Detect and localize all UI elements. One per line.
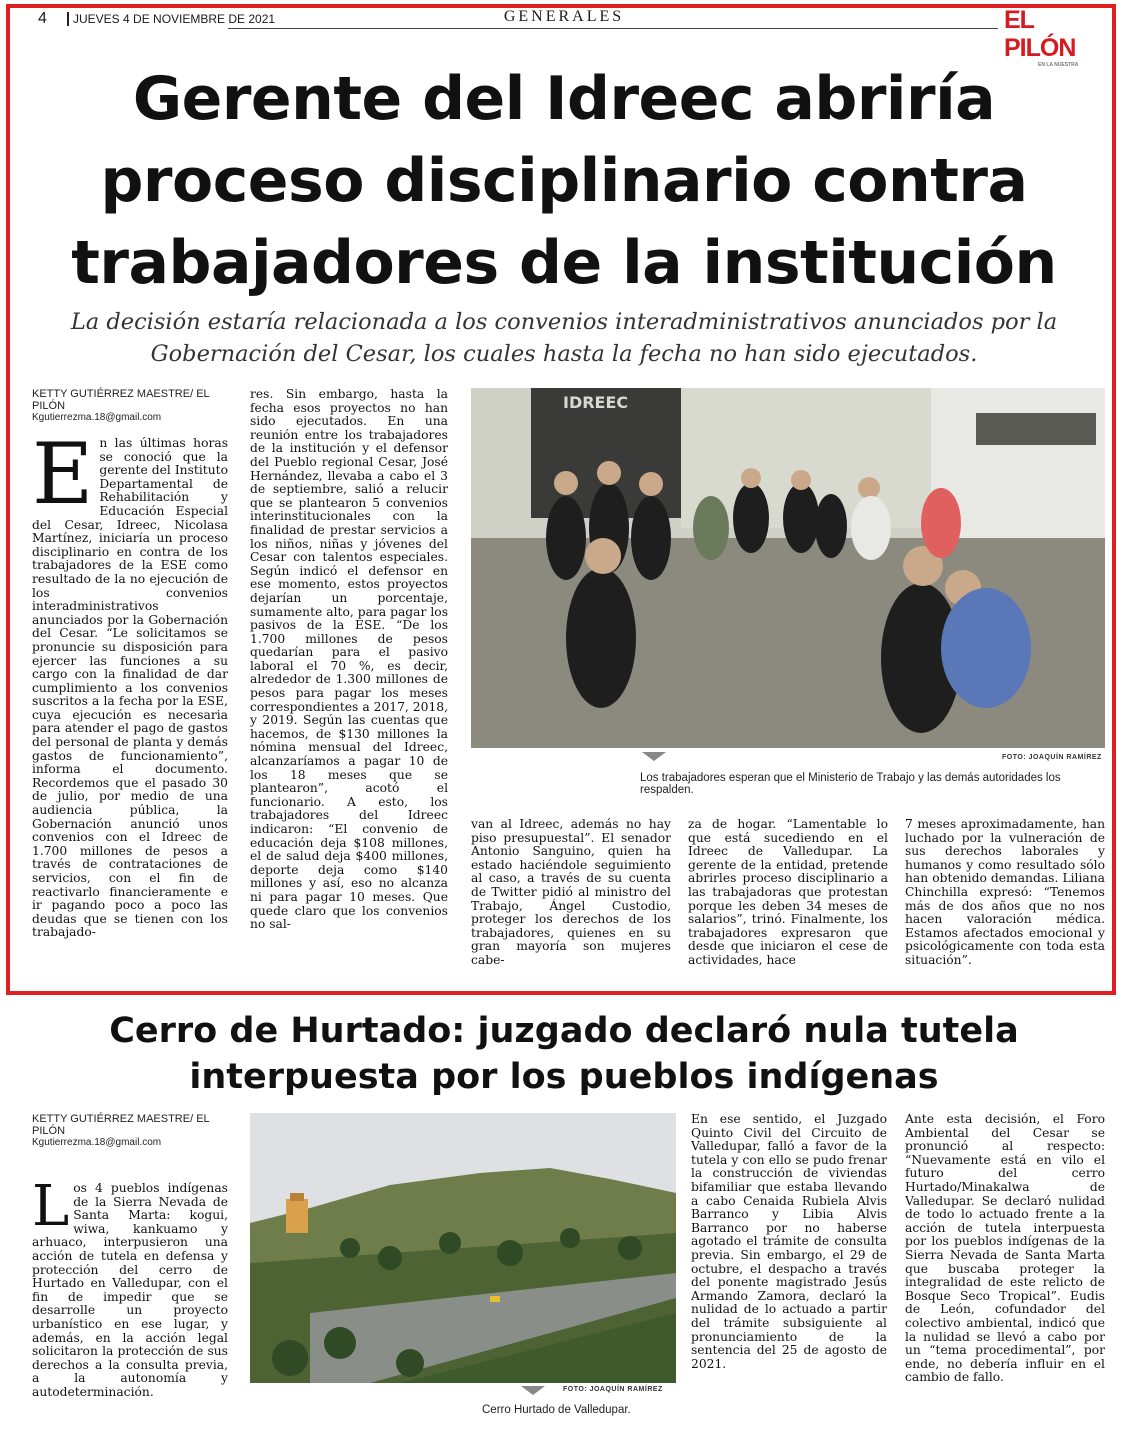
photo-sign-text: IDREEC xyxy=(563,393,629,412)
article-2-column-2: En ese sentido, el Juzgado Quinto Civil del Circuito de Valledupar, falló a favor de la tutela y con ello se pudo frenar la construcción de viviendas bifamiliar que estaba llevando a cabo Cenaida Rubiela Alvis Barranco y Libia Alvis Barranco por no haberse agotado el trámite de consulta previa. Sin embargo, el 29 de octubre, el despacho a través del ponente magistrado Jesús Armando Zamora, declaró la nulidad de lo actuado a partir del trámite subsiguiente al pronunciamiento de la sentencia del 25 de agosto de 2021. xyxy=(691,1113,887,1371)
article-1-dropcap: E xyxy=(32,437,94,523)
article-2-headline: Cerro de Hurtado: juzgado declaró nula tutela interpuesta por los pueblos indígenas xyxy=(109,1011,1019,1097)
article-1-headline: Gerente del Idreec abriría proceso disciplinario contra trabajadores de la institución xyxy=(71,64,1057,298)
article-1-column-1 xyxy=(32,437,228,975)
section-title: GENERALES xyxy=(503,8,625,25)
article-1-photo-credit: FOTO: JOAQUÍN RAMÍREZ xyxy=(1002,754,1102,761)
page-number: 4 xyxy=(38,10,47,27)
caption-pointer-icon xyxy=(521,1386,545,1395)
header-rule xyxy=(228,28,998,29)
article-2-column-1 xyxy=(32,1182,228,1420)
logo-text: EL PILÓN xyxy=(1004,6,1076,62)
author-name: KETTY GUTIÉRREZ MAESTRE/ EL PILÓN xyxy=(32,1113,210,1137)
article-1-photo-caption: Los trabajadores esperan que el Ministerio de Trabajo y las demás autoridades los respalden. xyxy=(640,772,1061,796)
newspaper-logo[interactable] xyxy=(1004,6,1110,68)
author-email[interactable]: Kgutierrezma.18@gmail.com xyxy=(32,412,162,423)
article-1-column-5: 7 meses aproximadamente, han luchado por la vulneración de sus derechos laborales y humanos y como resultado sólo han obtenido demandas. Liliana Chinchilla expresó: “Tenemos más de dos años que no nos hacen valoración médica. Estamos afectados emocional y psicológicamente con toda esta situación”. xyxy=(905,818,1105,967)
author-name: KETTY GUTIÉRREZ MAESTRE/ EL PILÓN xyxy=(32,388,210,412)
cerro-hurtado-photo xyxy=(250,1113,676,1383)
article-1-byline xyxy=(32,388,232,424)
article-1-photo[interactable] xyxy=(471,388,1105,748)
article-2-column-3: Ante esta decisión, el Foro Ambiental del Cesar se pronunció al respecto: “Nuevamente está en vilo el futuro del cerro Hurtado/Minakalwa de Valledupar. Se declaró nulidad de todo lo actuado frente a la acción de tutela interpuesta por los pueblos indígenas de la Sierra Nevada de Santa Marta que buscaba proteger la integralidad de este relicto de Bosque Seco Tropical”. Eudis de León, cofundador del colectivo ambiental, indicó que la nulidad se llevó a cabo por un “tema procedimental”, por ende, no debería influir en el cambio de fallo. xyxy=(905,1113,1105,1385)
article-2-byline xyxy=(32,1113,232,1149)
article-2-col1-text: os 4 pueblos indígenas de la Sierra Nevada de Santa Marta: kogui, wiwa, kankuamo y arhuaco, interpusieron una acción de tutela en defensa y protección del cerro de Hurtado en Valledupar, con el fin de impedir que se desarrolle un proyecto urbanístico en ese lugar, y además, en la acción legal solicitaron la protección de sus derechos a la consulta previa, a la autonomía y autodeterminación. xyxy=(32,1182,228,1399)
author-email[interactable]: Kgutierrezma.18@gmail.com xyxy=(32,1137,162,1148)
article-2-photo-caption: Cerro Hurtado de Valledupar. xyxy=(482,1404,631,1416)
article-2-photo-credit: FOTO: JOAQUÍN RAMÍREZ xyxy=(563,1386,663,1393)
article-2-photo[interactable] xyxy=(250,1113,676,1383)
article-2-dropcap: L xyxy=(32,1182,70,1239)
logo-subtext: EN LA NUESTRA xyxy=(1038,62,1079,68)
meeting-photo xyxy=(471,388,1105,748)
article-1-subheadline: La decisión estaría relacionada a los convenios interadministrativos anunciados por la Gobernación del Cesar, los cuales hasta la fecha no han sido ejecutados. xyxy=(70,309,1058,367)
issue-date: JUEVES 4 DE NOVIEMBRE DE 2021 xyxy=(67,12,275,26)
article-1-column-2: res. Sin embargo, hasta la fecha esos proyectos no han sido ejecutados. En una reunión entre los trabajadores de la institución y el defensor del Pueblo regional Cesar, José Hernández, llevaba a cabo el 3 de septiembre, salió a relucir que se plantearon 5 convenios interinstitucionales con la finalidad de prestar servicios a los niños, niñas y jóvenes del Cesar con talentos especiales. Según indicó el defensor en ese momento, estos proyectos dejarían un porcentaje, sumamente alto, para pagar los pasivos de la ESE. “De los 1.700 millones de pesos quedarían para el pasivo laboral el 70 %, es decir, alrededor de 1.300 millones de pesos para pagar los meses correspondientes a 2017, 2018, y 2019. Según las cuentas que hacemos, de $130 millones la nómina mensual del Idreec, alcanzaríamos a pagar 10 de los 18 meses que se plantearon”, acotó el funcionario. A esto, los trabajadores del Idreec indicaron: “El convenio de educación deja $108 millones, el de salud deja $400 millones, deporte deja como $140 millones y así, eso no alcanza ni para pagar 10 meses. Que quede claro que los convenios no sal- xyxy=(250,388,448,932)
article-1-column-3: van al Idreec, además no hay piso presupuestal”. El senador Antonio Sanguino, quien ha estado haciéndole seguimiento al caso, a través de su cuenta de Twitter pidió al ministro del Trabajo, Ángel Custodio, proteger los derechos de los trabajadores, quienes en su gran mayoría son mujeres cabe- xyxy=(471,818,671,967)
caption-pointer-icon xyxy=(642,752,666,761)
article-1-column-4: za de hogar. “Lamentable lo que está sucediendo en el Idreec de Valledupar. La gerente de la entidad, pretende abrirles proceso disciplinario a las trabajadoras que protestan porque les deben 34 meses de salarios”, trinó. Finalmente, los trabajadores expresaron que desde que iniciaron el cese de actividades, hace xyxy=(688,818,888,967)
article-1-col1-text: n las últimas horas se conoció que la gerente del Instituto Departamental de Rehabilitación y Educación Especial del Cesar, Idreec, Nicolasa Martínez, iniciaría un proceso disciplinario en contra de los trabajadores de la ESE como resultado de la no ejecución de los convenios interadministrativos anunciados por la Gobernación del Cesar. “Le solicitamos se pronuncie su disposición para ejercer las funciones a su cargo con la finalidad de dar cumplimiento a los convenios suscritos a la fecha por la ESE, cuya ejecución es necesaria para atender el pago de gastos del personal de planta y demás gastos de funcionamiento”, informa el documento. Recordemos que el pasado 30 de julio, por medio de una audiencia pública, la Gobernación anunció unos convenios con el Idreec de 1.700 millones de pesos a través de contrataciones de servicios, con el fin de reactivarlo financieramente e ir pagando poco a poco las deudas que se tienen con los trabajado- xyxy=(32,437,228,940)
